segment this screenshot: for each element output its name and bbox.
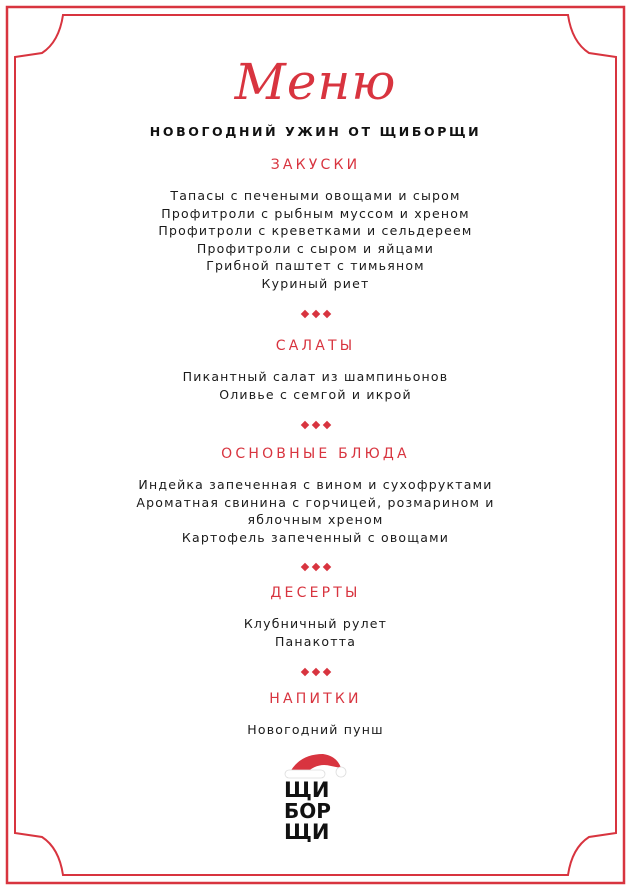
section-drinks (0, 690, 631, 739)
section-desserts (0, 584, 631, 650)
menu-item: Новогодний пунш (247, 722, 384, 737)
menu-item: Грибной паштет с тимьяном (206, 258, 425, 274)
section-title: ЗАКУСКИ (270, 157, 361, 173)
logo-text-line3: ЩИ (284, 820, 330, 842)
menu-item: Куриный риет (261, 275, 370, 291)
menu-item: Профитроли с рыбным муссом и хреном (161, 205, 470, 221)
section-title: САЛАТЫ (275, 338, 356, 354)
menu-item: Индейка запеченная с вином и сухофруктами (138, 477, 493, 492)
menu-title: Меню (234, 53, 397, 111)
section-title: ОСНОВНЫЕ БЛЮДА (221, 446, 410, 462)
diamond-divider (0, 660, 631, 672)
menu-item: Оливье с семгой и икрой (219, 386, 412, 402)
section-appetizers (0, 156, 631, 293)
menu-item: Тапасы с печеными овощами и сыром (170, 188, 461, 203)
menu-item: Клубничный рулет (243, 616, 388, 631)
logo-text-line1: ЩИ (284, 778, 330, 802)
menu-item: яблочным хреном (247, 512, 384, 528)
brand-logo (283, 752, 349, 842)
section-title: НАПИТКИ (269, 691, 362, 707)
menu-item: Картофель запеченный с овощами (181, 529, 450, 545)
diamond-divider (0, 555, 631, 567)
menu-subtitle: НОВОГОДНИЙ УЖИН ОТ ЩИБОРЩИ (149, 124, 482, 139)
logo-text-line2: БОР (284, 799, 331, 823)
santa-hat-icon (285, 754, 346, 778)
menu-item: Ароматная свинина с горчицей, розмарином и (136, 494, 495, 510)
section-salads (0, 337, 631, 403)
diamond-divider (0, 302, 631, 314)
menu-item: Пикантный салат из шампиньонов (182, 369, 449, 384)
menu-item: Профитроли с сыром и яйцами (196, 240, 435, 256)
diamond-divider (0, 413, 631, 425)
menu-item: Панакотта (274, 633, 357, 649)
section-main-courses (0, 445, 631, 546)
section-title: ДЕСЕРТЫ (270, 585, 361, 601)
menu-item: Профитроли с креветками и сельдереем (158, 223, 473, 239)
